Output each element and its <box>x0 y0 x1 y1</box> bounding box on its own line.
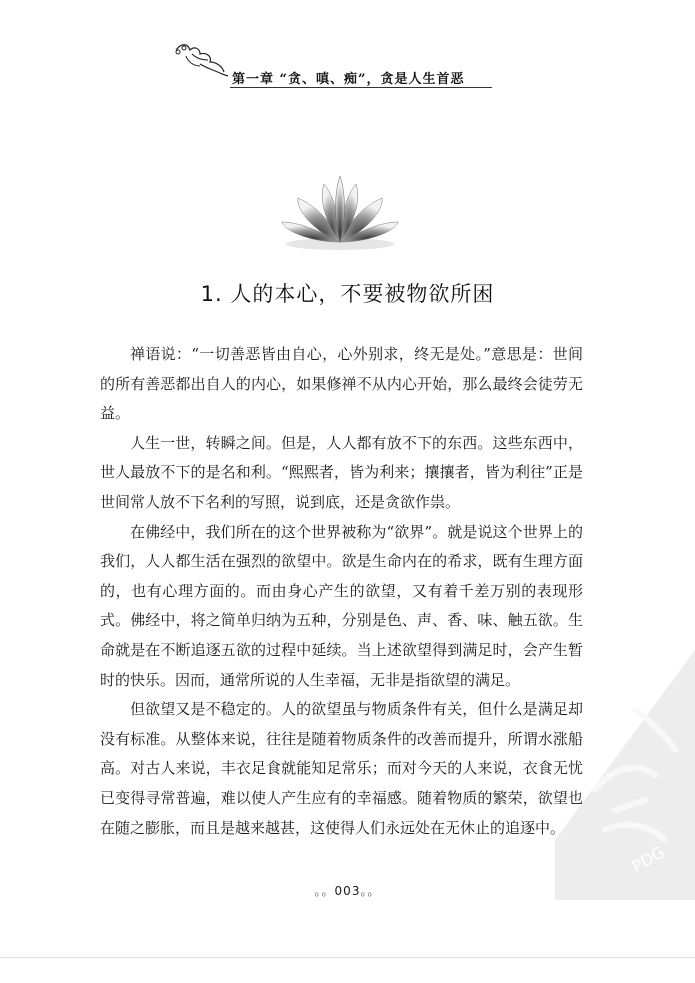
page-number: 。。003。。 <box>314 884 381 898</box>
paragraph: 人生一世，转瞬之间。但是，人人都有放不下的东西。这些东西中，世人最放不下的是名和利。“熙熙者，皆为利来；攘攘者，皆为利往”正是世间常人放不下名利的写照，说到底，还是贪欲作祟。 <box>100 433 583 511</box>
running-header <box>172 40 502 90</box>
paragraph: 在佛经中，我们所在的这个世界被称为“欲界”。就是说这个世界上的我们，人人都生活在强烈的欲望中。欲是生命内在的希求，既有生理方面的，也有心理方面的。而由身心产生的欲望，又有着千差万别的表现形式。佛经中，将之简单归纳为五种，分别是色、声、香、味、触五欲。生命就是在不断追逐五欲的过程中延续。当上述欲望得到满足时，会产生暂时的快乐。因而，通常所说的人生幸福，无非是指欲望的满足。 <box>100 522 583 689</box>
lotus-hand-ornament-icon <box>172 40 232 80</box>
section-title: 1. 人的本心，不要被物欲所困 <box>200 282 495 306</box>
pdg-watermark <box>555 650 695 900</box>
bottom-divider <box>0 957 695 958</box>
body-text <box>100 340 583 843</box>
watermark-text: PDG <box>628 842 668 877</box>
paragraph: 但欲望又是不稳定的。人的欲望虽与物质条件有关，但什么是满足却没有标准。从整体来说，往往是随着物质条件的改善而提升，所谓水涨船高。对古人来说，丰衣足食就能知足常乐；而对今天的人来说，衣食无忧已变得寻常普遍，难以使人产生应有的幸福感。随着物质的繁荣，欲望也在随之膨胀，而且是越来越甚，这使得人们永远处在无休止的追逐中。 <box>100 700 583 837</box>
header-divider <box>230 87 492 88</box>
paragraph: 禅语说：“一切善恶皆由自心，心外别求，终无是处。”意思是：世间的所有善恶都出自人的内心，如果修禅不从内心开始，那么最终会徒劳无益。 <box>100 345 583 423</box>
lotus-flower-icon <box>278 172 402 252</box>
chapter-title: 第一章 “贪、嗔、痴”，贪是人生首恶 <box>232 72 465 87</box>
